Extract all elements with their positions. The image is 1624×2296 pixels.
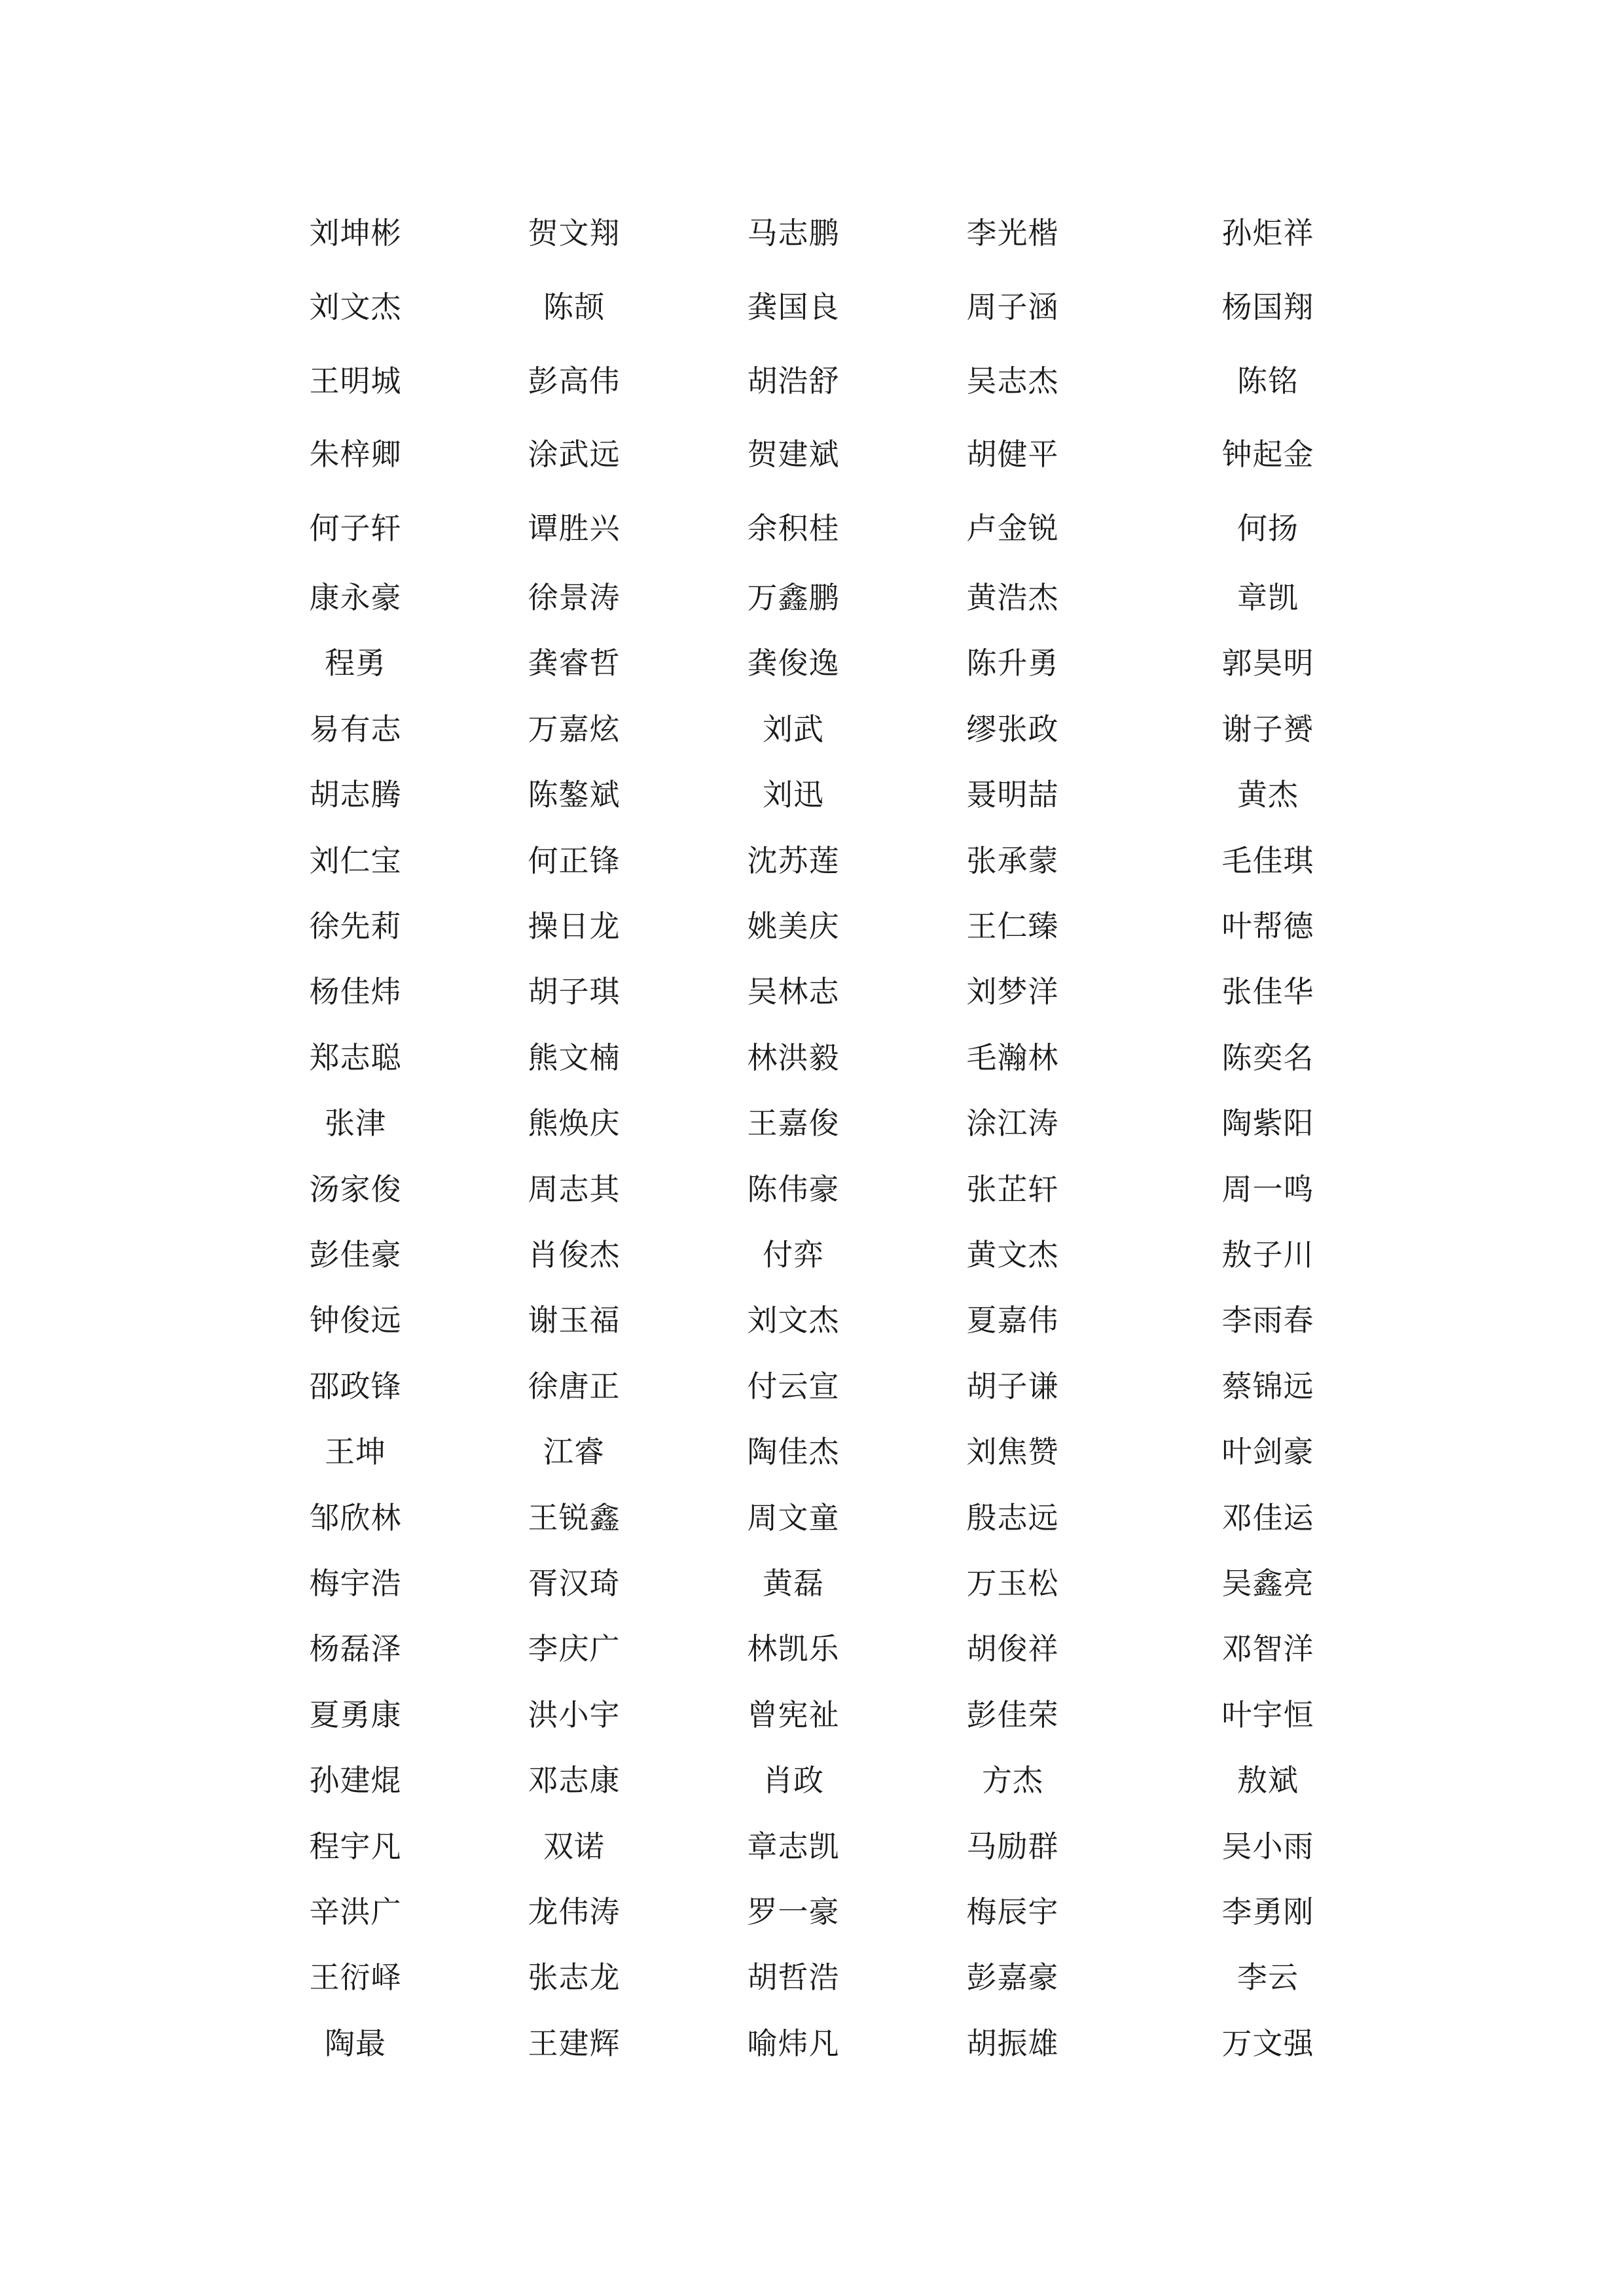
name-cell: 孙建焜: [309, 1763, 402, 1798]
name-cell: 王锐鑫: [528, 1500, 621, 1535]
name-cell: 钟起金: [1221, 437, 1314, 472]
name-cell: 蔡锦远: [1221, 1369, 1314, 1404]
name-cell: 喻炜凡: [747, 2026, 840, 2061]
name-cell: 万鑫鹏: [747, 580, 840, 615]
name-row: [0, 1485, 1624, 1551]
name-cell: 周子涵: [966, 289, 1059, 325]
name-cell: 彭佳荣: [966, 1697, 1059, 1732]
name-cell: 吴林志: [747, 974, 840, 1009]
name-cell: 李光楷: [966, 215, 1059, 251]
name-cell: 李勇刚: [1221, 1894, 1314, 1929]
name-cell: 万文强: [1221, 2026, 1314, 2061]
name-cell: 何正锋: [528, 843, 621, 878]
name-cell: 周一鸣: [1221, 1172, 1314, 1207]
name-cell: 刘文杰: [309, 289, 402, 325]
name-cell: 彭高伟: [528, 363, 621, 399]
name-cell: 程勇: [325, 645, 386, 681]
name-cell: 易有志: [309, 711, 402, 747]
name-cell: 刘坤彬: [309, 215, 402, 251]
name-cell: 敖斌: [1237, 1763, 1299, 1798]
name-cell: 王仁臻: [966, 908, 1059, 944]
name-cell: 刘梦洋: [966, 974, 1059, 1009]
name-cell: 熊文楠: [528, 1040, 621, 1075]
name-cell: 何子轩: [309, 511, 402, 546]
name-cell: 叶剑豪: [1221, 1434, 1314, 1469]
name-row: [0, 1222, 1624, 1287]
name-cell: 杨磊泽: [309, 1631, 402, 1666]
name-cell: 龚睿哲: [528, 645, 621, 681]
name-cell: 陶紫阳: [1221, 1105, 1314, 1141]
name-cell: 吴志杰: [966, 363, 1059, 399]
name-cell: 邹欣林: [309, 1500, 402, 1535]
name-cell: 张津: [325, 1105, 386, 1141]
name-cell: 夏勇康: [309, 1697, 402, 1732]
name-row: [0, 565, 1624, 630]
name-cell: 谢子赟: [1221, 711, 1314, 747]
name-cell: 叶宇恒: [1221, 1697, 1314, 1732]
name-cell: 王坤: [325, 1434, 386, 1469]
name-row: [0, 1616, 1624, 1681]
name-cell: 章凯: [1237, 580, 1299, 615]
name-cell: 操日龙: [528, 908, 621, 944]
name-row: [0, 495, 1624, 561]
name-cell: 林凯乐: [747, 1631, 840, 1666]
name-cell: 陶佳杰: [747, 1434, 840, 1469]
name-cell: 杨佳炜: [309, 974, 402, 1009]
name-cell: 余积桂: [747, 511, 840, 546]
name-cell: 缪张政: [966, 711, 1059, 747]
name-cell: 胡俊祥: [966, 1631, 1059, 1666]
name-cell: 梅辰宇: [966, 1894, 1059, 1929]
name-cell: 辛洪广: [309, 1894, 402, 1929]
name-cell: 王建辉: [528, 2026, 621, 2061]
name-cell: 殷志远: [966, 1500, 1059, 1535]
name-row: [0, 348, 1624, 414]
name-cell: 钟俊远: [309, 1302, 402, 1338]
name-cell: 龚俊逸: [747, 645, 840, 681]
name-cell: 夏嘉伟: [966, 1302, 1059, 1338]
name-row: [0, 422, 1624, 487]
name-row: [0, 828, 1624, 893]
name-row: [0, 1157, 1624, 1222]
name-row: [0, 1090, 1624, 1156]
name-cell: 付云宣: [747, 1369, 840, 1404]
name-cell: 贺建斌: [747, 437, 840, 472]
name-cell: 陈升勇: [966, 645, 1059, 681]
name-cell: 刘武: [763, 711, 824, 747]
name-cell: 谢玉福: [528, 1302, 621, 1338]
name-cell: 刘焦赞: [966, 1434, 1059, 1469]
name-cell: 张志龙: [528, 1960, 621, 1995]
name-cell: 毛佳琪: [1221, 843, 1314, 878]
name-cell: 林洪毅: [747, 1040, 840, 1075]
name-cell: 马励群: [966, 1829, 1059, 1864]
name-cell: 邓智洋: [1221, 1631, 1314, 1666]
name-cell: 杨国翔: [1221, 289, 1314, 325]
name-cell: 邵政锋: [309, 1369, 402, 1404]
name-row: [0, 1551, 1624, 1616]
name-cell: 汤家俊: [309, 1172, 402, 1207]
name-cell: 王衍峄: [309, 1960, 402, 1995]
name-cell: 龚国良: [747, 289, 840, 325]
name-cell: 孙炬祥: [1221, 215, 1314, 251]
name-cell: 刘仁宝: [309, 843, 402, 878]
name-cell: 敖子川: [1221, 1237, 1314, 1272]
name-cell: 洪小宇: [528, 1697, 621, 1732]
name-cell: 卢金锐: [966, 511, 1059, 546]
name-row: [0, 1682, 1624, 1748]
name-row: [0, 200, 1624, 266]
name-cell: 徐唐正: [528, 1369, 621, 1404]
name-row: [0, 1287, 1624, 1353]
name-cell: 胡哲浩: [747, 1960, 840, 1995]
name-row: [0, 959, 1624, 1024]
name-cell: 吴小雨: [1221, 1829, 1314, 1864]
name-cell: 李云: [1237, 1960, 1299, 1995]
name-cell: 郭昊明: [1221, 645, 1314, 681]
name-cell: 徐景涛: [528, 580, 621, 615]
name-cell: 江睿: [543, 1434, 605, 1469]
name-cell: 胡子谦: [966, 1369, 1059, 1404]
name-cell: 陈鏊斌: [528, 777, 621, 812]
name-cell: 张芷轩: [966, 1172, 1059, 1207]
name-cell: 张承蒙: [966, 843, 1059, 878]
name-cell: 谭胜兴: [528, 511, 621, 546]
name-cell: 陈奕名: [1221, 1040, 1314, 1075]
name-cell: 毛瀚林: [966, 1040, 1059, 1075]
name-row: [0, 696, 1624, 762]
name-cell: 邓佳运: [1221, 1500, 1314, 1535]
name-cell: 陶最: [325, 2026, 386, 2061]
name-cell: 叶帮德: [1221, 908, 1314, 944]
name-cell: 胡志腾: [309, 777, 402, 812]
name-row: [0, 1419, 1624, 1484]
name-cell: 胡子琪: [528, 974, 621, 1009]
name-cell: 梅宇浩: [309, 1566, 402, 1601]
name-row: [0, 762, 1624, 827]
name-cell: 沈苏莲: [747, 843, 840, 878]
name-row: [0, 274, 1624, 340]
name-row: [0, 1748, 1624, 1813]
name-cell: 曾宪祉: [747, 1697, 840, 1732]
name-cell: 涂江涛: [966, 1105, 1059, 1141]
name-cell: 贺文翔: [528, 215, 621, 251]
name-cell: 姚美庆: [747, 908, 840, 944]
name-row: [0, 1879, 1624, 1945]
name-cell: 周志其: [528, 1172, 621, 1207]
name-cell: 陈颉: [543, 289, 605, 325]
name-cell: 龙伟涛: [528, 1894, 621, 1929]
name-cell: 胡浩舒: [747, 363, 840, 399]
name-cell: 罗一豪: [747, 1894, 840, 1929]
name-cell: 肖政: [763, 1763, 824, 1798]
name-row: [0, 1025, 1624, 1090]
name-row: [0, 2011, 1624, 2076]
name-cell: 刘迅: [763, 777, 824, 812]
name-row: [0, 1945, 1624, 2010]
name-cell: 郑志聪: [309, 1040, 402, 1075]
name-cell: 付弈: [763, 1237, 824, 1272]
name-cell: 黄杰: [1237, 777, 1299, 812]
name-cell: 胥汉琦: [528, 1566, 621, 1601]
name-cell: 陈铭: [1237, 363, 1299, 399]
name-cell: 刘文杰: [747, 1302, 840, 1338]
name-cell: 胡振雄: [966, 2026, 1059, 2061]
name-cell: 程宇凡: [309, 1829, 402, 1864]
name-cell: 邓志康: [528, 1763, 621, 1798]
name-cell: 朱梓卿: [309, 437, 402, 472]
name-row: [0, 630, 1624, 696]
name-cell: 陈伟豪: [747, 1172, 840, 1207]
name-cell: 黄磊: [763, 1566, 824, 1601]
name-cell: 万嘉炫: [528, 711, 621, 747]
name-cell: 李雨春: [1221, 1302, 1314, 1338]
name-cell: 康永豪: [309, 580, 402, 615]
name-cell: 万玉松: [966, 1566, 1059, 1601]
name-row: [0, 1354, 1624, 1419]
name-cell: 彭嘉豪: [966, 1960, 1059, 1995]
name-cell: 黄文杰: [966, 1237, 1059, 1272]
name-cell: 胡健平: [966, 437, 1059, 472]
name-cell: 章志凯: [747, 1829, 840, 1864]
name-cell: 吴鑫亮: [1221, 1566, 1314, 1601]
name-cell: 涂武远: [528, 437, 621, 472]
name-cell: 王嘉俊: [747, 1105, 840, 1141]
name-cell: 方杰: [982, 1763, 1043, 1798]
name-cell: 双诺: [543, 1829, 605, 1864]
name-cell: 彭佳豪: [309, 1237, 402, 1272]
name-cell: 黄浩杰: [966, 580, 1059, 615]
name-cell: 马志鹏: [747, 215, 840, 251]
name-cell: 熊焕庆: [528, 1105, 621, 1141]
name-cell: 徐先莉: [309, 908, 402, 944]
name-row: [0, 893, 1624, 959]
name-cell: 何扬: [1237, 511, 1299, 546]
name-row: [0, 1814, 1624, 1879]
name-cell: 王明城: [309, 363, 402, 399]
name-cell: 聂明喆: [966, 777, 1059, 812]
name-cell: 周文童: [747, 1500, 840, 1535]
name-cell: 张佳华: [1221, 974, 1314, 1009]
name-cell: 肖俊杰: [528, 1237, 621, 1272]
name-cell: 李庆广: [528, 1631, 621, 1666]
